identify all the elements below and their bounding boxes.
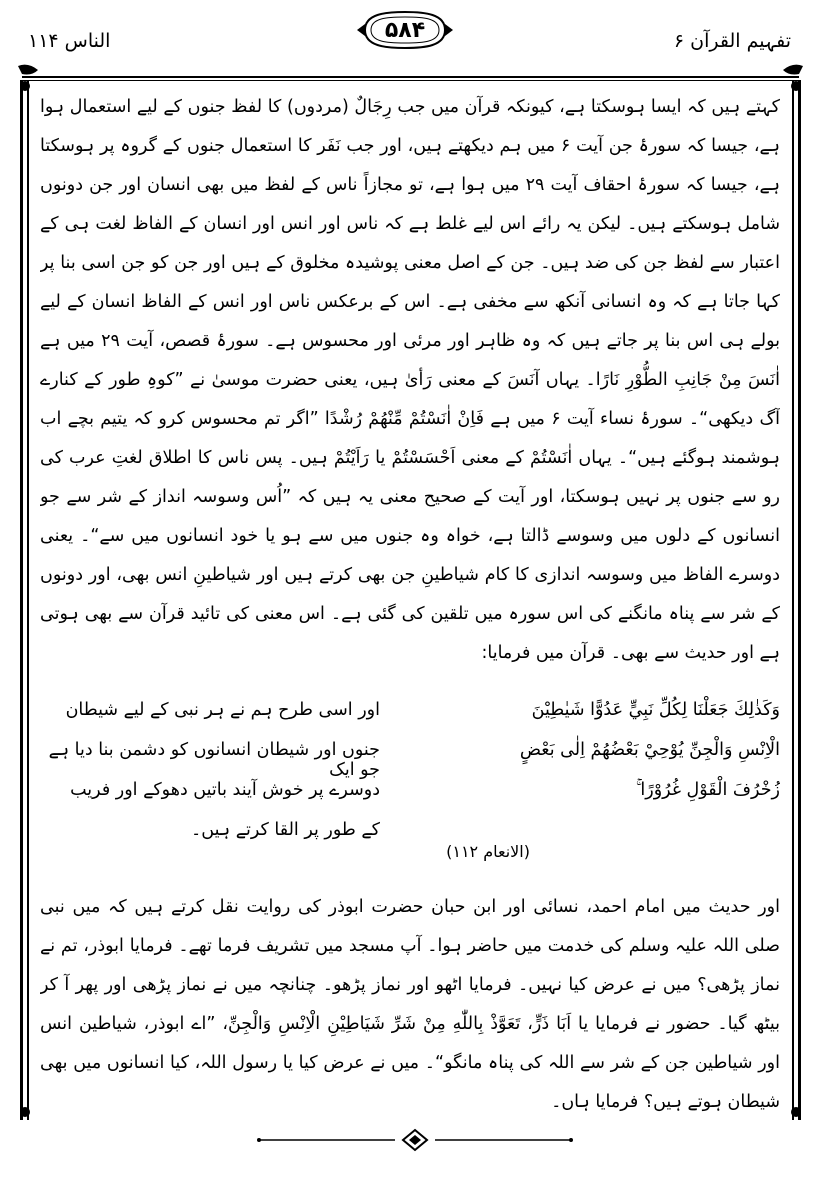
urdu-translation-line: دوسرے پر خوش آیند باتیں دھوکے اور فریب xyxy=(70,780,380,800)
urdu-translation-line: اور اسی طرح ہم نے ہر نبی کے لیے شیطان xyxy=(65,700,380,720)
right-border-column-icon xyxy=(785,80,807,1120)
verse-row xyxy=(40,700,780,740)
arabic-verse-line: زُخْرُفَ الْقَوْلِ غُرُوْرًا ۚ xyxy=(636,780,780,800)
verse-reference: (الانعام ۱۱۲) xyxy=(446,842,530,861)
arabic-verse-line: الْاِنْسِ وَالْجِنِّ يُوْحِيْ بَعْضُهُمْ اِلٰى بَعْضٍ xyxy=(519,740,780,760)
left-border-column-icon xyxy=(14,80,36,1120)
running-header-surah: الناس ۱۱۴ xyxy=(28,30,111,52)
commentary-text-top xyxy=(40,88,780,700)
commentary-paragraph: اور حدیث میں امام احمد، نسائی اور ابن حبان حضرت ابوذر کی روایت نقل کرتے ہیں کہ میں نبی صلی اللہ علیہ وسلم کی خدمت میں حاضر ہوا۔ آپ مسجد میں تشریف فرما تھے۔ فرمایا ابوذر، تم نے نماز پڑھی؟ میں نے عرض کیا نہیں۔ فرمایا اٹھو اور نماز پڑھو۔ چنانچہ میں نے نماز پڑھی اور پھر آ کر بیٹھ گیا۔ حضور نے فرمایا یا اَبَا ذَرٍّ، تَعَوَّذْ بِاللّٰهِ مِنْ شَرِّ شَيَاطِيْنِ الْاِنْسِ وَالْجِنِّ، ”اے ابوذر، شیاطین انس اور شیاطین جن کے شر سے اللہ کی پناہ مانگو“۔ میں نے عرض کیا یا رسول اللہ، کیا انسانوں میں بھی شیطان ہوتے ہیں؟ فرمایا ہاں۔ xyxy=(40,897,780,1112)
top-border-ornament-icon xyxy=(18,62,803,84)
page-number-cartouche xyxy=(355,8,455,52)
urdu-translation-line: جنوں اور شیطان انسانوں کو دشمن بنا دیا ہے جو ایک xyxy=(48,740,380,780)
urdu-translation-line: کے طور پر القا کرتے ہیں۔ xyxy=(191,820,380,840)
verse-row xyxy=(40,780,780,820)
running-header-book: تفہیم القرآن ۶ xyxy=(673,30,791,52)
verse-row xyxy=(40,740,780,780)
arabic-verse-line: وَكَذٰلِكَ جَعَلْنَا لِكُلِّ نَبِيٍّ عَدُوًّا شَيٰطِيْنَ xyxy=(531,700,780,720)
commentary-text-bottom xyxy=(40,888,780,1120)
commentary-paragraph: کہتے ہیں کہ ایسا ہوسکتا ہے، کیونکہ قرآن میں جب رِجَالٌ (مردوں) کا لفظ جنوں کے لیے استعمال ہوا ہے، جیسا کہ سورۂ جن آیت ۶ میں ہم دیکھتے ہیں، اور جب نَفَر کا استعمال جنوں کے گروہ پر ہوسکتا ہے، جیسا کہ سورۂ احقاف آیت ۲۹ میں ہوا ہے، تو مجازاً ناس کے لفظ میں بھی انسان اور جن دونوں شامل ہوسکتے ہیں۔ لیکن یہ رائے اس لیے غلط ہے کہ ناس اور انس اور انسان کے الفاظ لغت ہی کے اعتبار سے لفظ جن کی ضد ہیں۔ جن کے اصل معنی پوشیدہ مخلوق کے ہیں اور جن کو جن اسی بنا پر کہا جاتا ہے کہ وہ انسانی آنکھ سے مخفی ہے۔ اس کے برعکس ناس اور انس کے الفاظ انسان کے لیے بولے ہی اس بنا پر جاتے ہیں کہ وہ ظاہر اور مرئی اور محسوس ہے۔ سورۂ قصص، آیت ۲۹ میں ہے اٰنَسَ مِنْ جَانِبِ الطُّوْرِ نَارًا۔ یہاں آنَسَ کے معنی رَأیٰ ہیں، یعنی حضرت موسیٰ نے ”کوہِ طور کے کنارے آگ دیکھی“۔ سورۂ نساء آیت ۶ میں ہے فَاِنْ اٰنَسْتُمْ مِّنْهُمْ رُشْدًا ”اگر تم محسوس کرو کہ یتیم بچے اب ہوشمند ہوگئے ہیں“۔ یہاں اٰنَسْتُمْ کے معنی اَحْسَسْتُمْ یا رَاَیْتُمْ ہیں۔ پس ناس کا اطلاق لغتِ عرب کی رو سے جنوں پر نہیں ہوسکتا، اور آیت کے صحیح معنی یہ ہیں کہ ”اُس وسوسہ انداز کے شر سے جو انسانوں کے دلوں میں وسوسے ڈالتا ہے، خواہ وہ جنوں میں سے ہو یا خود انسانوں میں سے“۔ یعنی دوسرے الفاظ میں وسوسہ اندازی کا کام شیاطینِ جن بھی کرتے ہیں اور شیاطینِ انس بھی، اور دونوں کے شر سے پناہ مانگنے کی اس سورہ میں تلقین کی گئی ہے۔ اس معنی کی تائید قرآن سے بھی ہوتی ہے اور حدیث سے بھی۔ قرآن میں فرمایا: xyxy=(40,97,780,663)
section-end-ornament-icon xyxy=(255,1128,575,1152)
page-number: ۵۸۴ xyxy=(384,17,426,43)
